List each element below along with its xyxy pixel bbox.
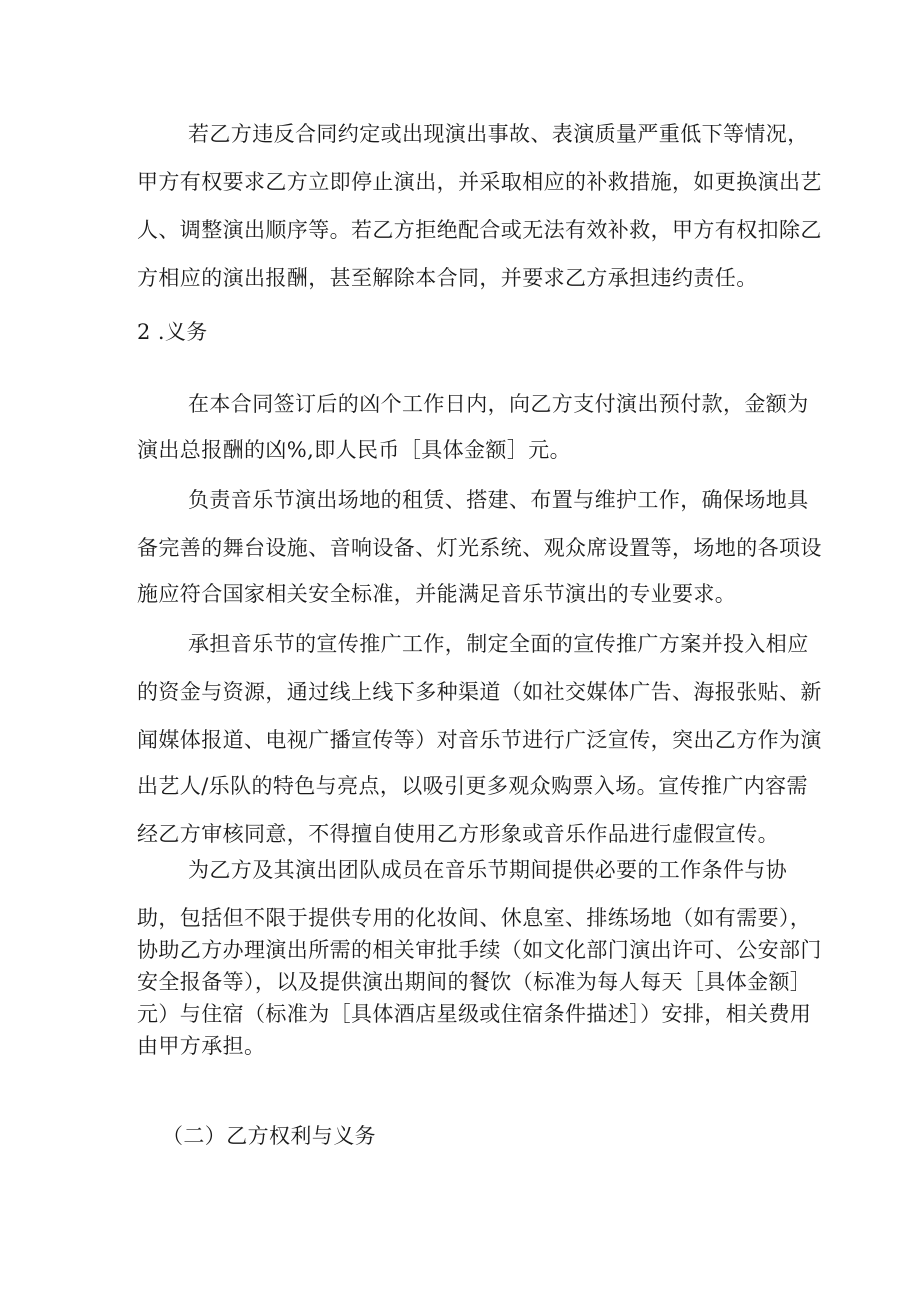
paragraph-line: 由甲方承担。: [137, 1034, 266, 1058]
paragraph-line: 承担音乐节的宣传推广工作，制定全面的宣传推广方案并投入相应: [188, 632, 809, 656]
paragraph-line: 出艺人/乐队的特色与亮点，以吸引更多观众购票入场。宣传推广内容需: [137, 774, 808, 798]
subsection-heading: （二）乙方权利与义务: [162, 1124, 376, 1148]
paragraph-line: 若乙方违反合同约定或出现演出事故、表演质量严重低下等情况，: [188, 122, 809, 146]
paragraph-line: 施应符合国家相关安全标准，并能满足音乐节演出的专业要求。: [137, 582, 737, 606]
paragraph-line: 经乙方审核同意，不得擅自使用乙方形象或音乐作品进行虚假宣传。: [137, 822, 779, 846]
paragraph-line: 甲方有权要求乙方立即停止演出，并采取相应的补救措施，如更换演出艺: [137, 170, 822, 194]
paragraph-line: 人、调整演出顺序等。若乙方拒绝配合或无法有效补救，甲方有权扣除乙: [137, 218, 822, 242]
paragraph-line: 元）与住宿（标准为［具体酒店星级或住宿条件描述］）安排，相关费用: [137, 1002, 812, 1026]
paragraph-line: 为乙方及其演出团队成员在音乐节期间提供必要的工作条件与协: [188, 858, 788, 882]
paragraph-line: 方相应的演出报酬，甚至解除本合同，并要求乙方承担违约责任。: [137, 266, 758, 290]
paragraph-line: 助，包括但不限于提供专用的化妆间、休息室、排练场地（如有需要），: [137, 906, 812, 930]
paragraph-line: 协助乙方办理演出所需的相关审批手续（如文化部门演出许可、公安部门: [137, 938, 822, 962]
paragraph-line: 演出总报酬的凶%,即人民币［具体金额］元。: [137, 438, 572, 462]
paragraph-line: 闻媒体报道、电视广播宣传等）对音乐节进行广泛宣传，突出乙方作为演: [137, 728, 822, 752]
paragraph-line: 安全报备等），以及提供演出期间的餐饮（标准为每人每天［具体金额］: [137, 970, 812, 994]
section-heading: 2 .义务: [137, 320, 208, 344]
paragraph-line: 备完善的舞台设施、音响设备、灯光系统、观众席设置等，场地的各项设: [137, 536, 822, 560]
paragraph-line: 在本合同签订后的凶个工作日内，向乙方支付演出预付款，金额为: [188, 392, 809, 416]
paragraph-line: 负责音乐节演出场地的租赁、搭建、布置与维护工作，确保场地具: [188, 488, 809, 512]
paragraph-line: 的资金与资源，通过线上线下多种渠道（如社交媒体广告、海报张贴、新: [137, 680, 822, 704]
